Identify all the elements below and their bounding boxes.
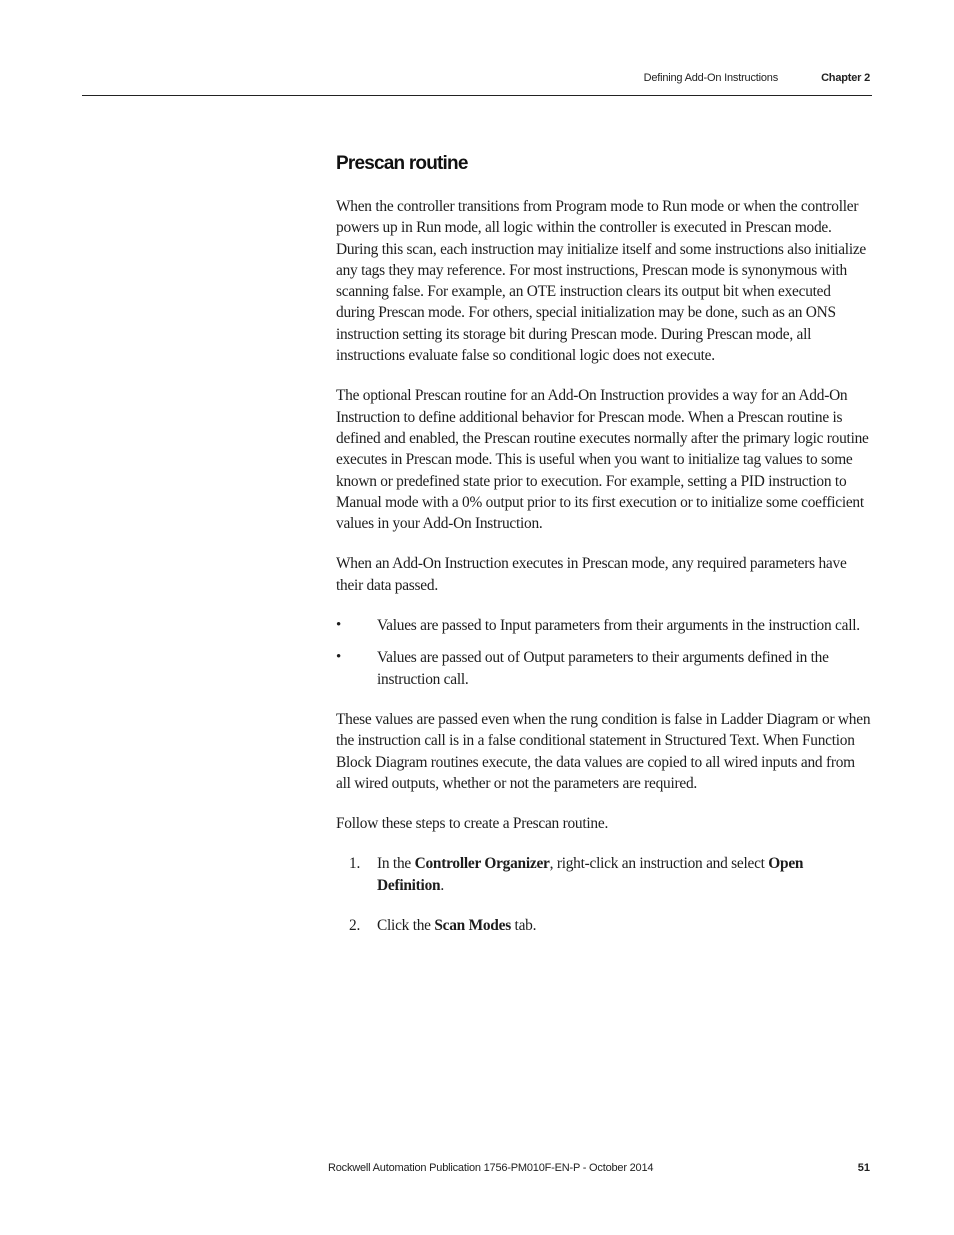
step-text: Click the [377,917,435,935]
ui-term-open-definition: Open Definition [377,855,804,894]
ui-term-controller-organizer: Controller Organizer [414,855,550,873]
step-text: In the [377,855,415,873]
bullet-icon: • [336,649,342,666]
page-number: 51 [857,1162,870,1174]
step-number: 1. [349,855,361,873]
list-item [336,647,871,690]
list-item [336,615,871,636]
step-item [336,915,871,936]
step-item [336,853,871,896]
page-header [82,68,872,88]
header-rule [82,95,872,96]
paragraph-follow-steps: Follow these steps to create a Prescan routine. [336,815,609,833]
paragraph-optional-routine: The optional Prescan routine for an Add-On Instruction provides a way for an Add-On Instruction to define additional behavior for Prescan mode. When a Prescan routine is defined and enabled, the Prescan routine executes normally after the primary logic routine executes in Prescan mode. This is useful when you want to initialize tag values to some known or predefined state prior to execution. For example, setting a PID instruction to Manual mode with a 0% output prior to its first execution or to initialize some coefficient values in your Add-On Instruction. [336,387,869,533]
list-item-text: Values are passed to Input parameters from their arguments in the instruction call. [377,617,860,635]
steps-list [336,853,871,936]
paragraph-values-passed: These values are passed even when the rung condition is false in Ladder Diagram or when the instruction call is in a false conditional statement in Structured Text. When Function Block Diagram routines execute, the data values are copied to all wired inputs and from all wired outputs, whether or not the parameters are required. [336,710,871,792]
step-text: , right-click an instruction and select [549,855,769,873]
step-number: 2. [349,917,361,935]
list-item-text: Values are passed out of Output parameters to their arguments defined in the instruction call. [377,649,829,688]
paragraph-prescan-mode: When the controller transitions from Program mode to Run mode or when the controller powers up in Run mode, all logic within the controller is executed in Prescan mode. During this scan, each instruction may initialize itself and some instructions also initialize any tags they may reference. For most instructions, Prescan mode is synonymous with scanning false. For example, an OTE instruction clears its output bit when executed during Prescan mode. For others, special initialization may be done, such as an ONS instruction setting its storage bit during Prescan mode. During Prescan mode, all instructions evaluate false so conditional logic does not execute. [336,198,867,365]
section-title: Prescan routine [336,153,468,174]
header-chapter-label: Chapter 2 [821,72,870,84]
publication-info: Rockwell Automation Publication 1756-PM010F-EN-P - October 2014 [328,1162,654,1174]
header-section-title: Defining Add-On Instructions [643,72,778,84]
page-footer [82,1160,872,1180]
main-content [336,150,871,955]
bullet-list [336,615,871,690]
step-text: tab. [510,917,537,935]
paragraph-required-parameters: When an Add-On Instruction executes in Prescan mode, any required parameters have their data passed. [336,555,847,594]
ui-term-scan-modes: Scan Modes [434,917,511,935]
step-text: . [440,876,444,894]
bullet-icon: • [336,617,342,634]
